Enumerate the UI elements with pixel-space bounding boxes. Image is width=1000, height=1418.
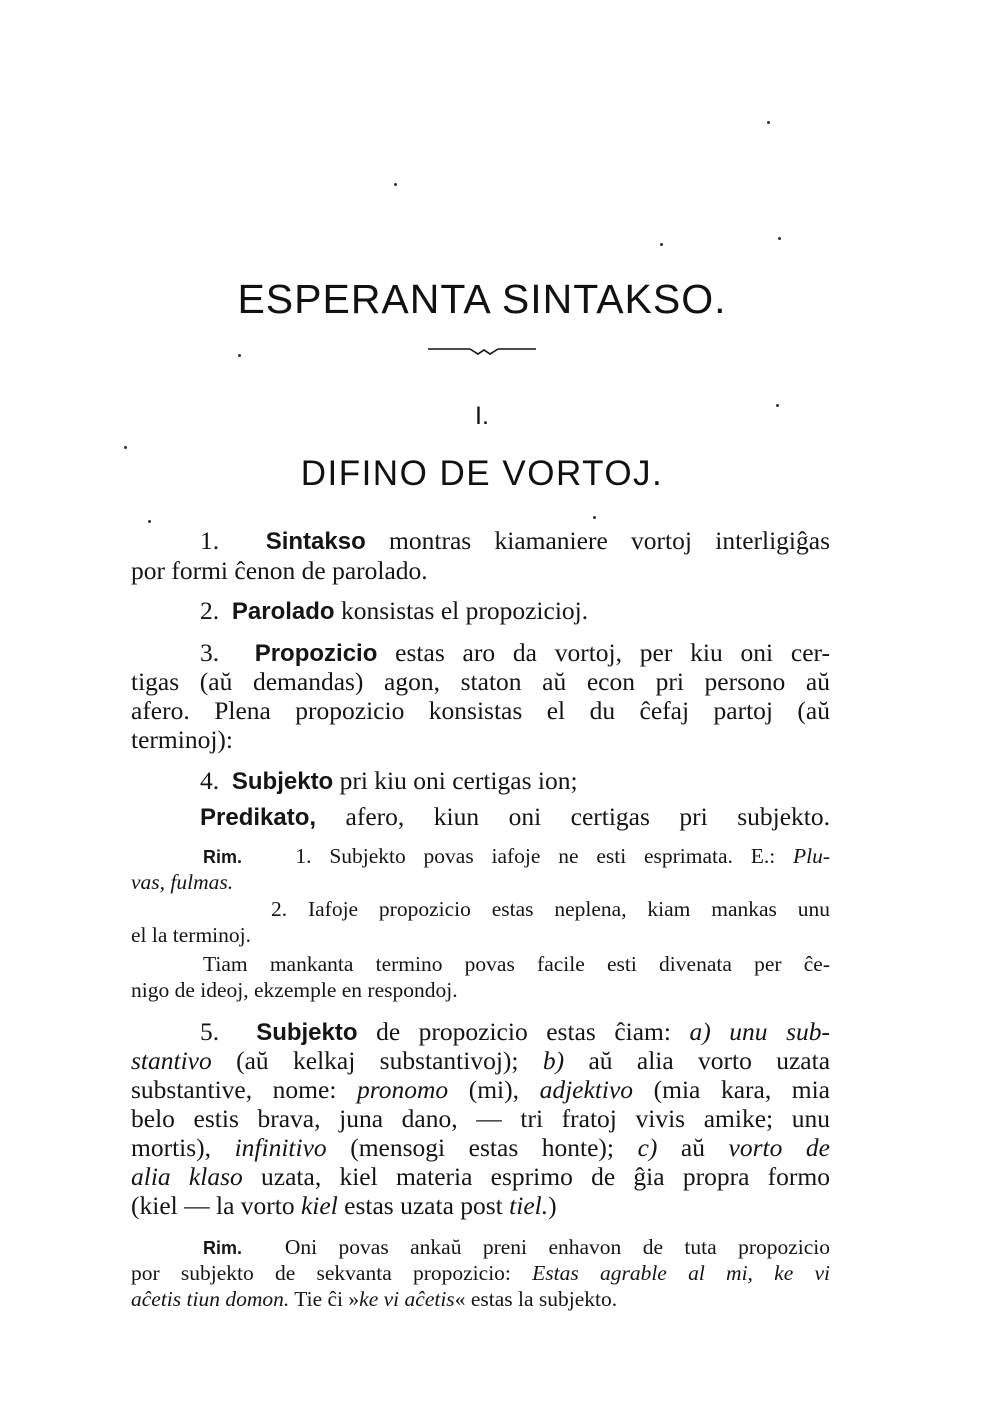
text-run: (mi), <box>468 1075 520 1104</box>
scan-speck <box>776 404 779 407</box>
paragraph-5-line-2 <box>131 1046 830 1075</box>
text-run: Tie ĉi » <box>294 1287 360 1311</box>
paragraph-4-line-1 <box>200 766 830 796</box>
remark-1-line-1 <box>203 843 830 870</box>
text-run: (mia kara, mia <box>653 1075 831 1104</box>
paragraph-number: 1. <box>200 526 220 555</box>
scan-speck <box>767 121 770 124</box>
text-run: uzata, kiel materia esprimo de ĝia propra formo <box>261 1162 830 1191</box>
paragraph-3-line-3: afero. Plena propozicio konsistas el du ĉefaj partoj (aŭ <box>131 696 830 725</box>
remark-1-line-2 <box>131 869 830 895</box>
paragraph-3-line-2: tigas (aŭ demandas) agon, staton aŭ econ pri persono aŭ <box>131 667 830 696</box>
paragraph-number: 5. <box>200 1017 220 1046</box>
text-run: konsistas el propozicioj. <box>340 596 589 625</box>
italic-run: tiel. <box>509 1191 549 1220</box>
text-run: ) <box>548 1191 557 1220</box>
text-run: (kiel — la vorto <box>131 1191 295 1220</box>
remark-label: Rim. <box>203 847 243 867</box>
text-run: montras kiamaniere vortoj interligiĝas <box>389 526 830 555</box>
italic-run: Estas agrable al mi, ke vi <box>532 1261 830 1285</box>
paragraph-5-line-1 <box>200 1017 830 1047</box>
defined-term: Sintakso <box>265 528 366 555</box>
remark-3-line-1 <box>203 1234 830 1261</box>
remark-3-line-2 <box>131 1260 830 1286</box>
example-text: vas, fulmas. <box>131 870 234 894</box>
paragraph-1-line-1 <box>200 526 830 556</box>
paragraph-1-line-2: por formi ĉenon de parolado. <box>131 556 428 585</box>
section-number: I. <box>475 402 489 430</box>
paragraph-3-line-4: terminoj): <box>131 725 233 754</box>
italic-run: vorto de <box>728 1133 830 1162</box>
text-run: aŭ alia vorto uzata <box>588 1046 831 1075</box>
scan-speck <box>778 237 781 240</box>
text-run: Iafoje propozicio estas neplena, kiam mankas unu <box>307 897 830 921</box>
paragraph-number: 4. <box>200 766 220 795</box>
remark-2-line-1 <box>271 896 830 922</box>
italic-run: kiel <box>300 1191 338 1220</box>
italic-run: pronomo <box>357 1075 449 1104</box>
defined-term: Parolado <box>231 598 335 625</box>
defined-term: Subjekto <box>231 768 334 795</box>
italic-run: ke vi aĉetis <box>359 1287 455 1311</box>
remark-3-line-3 <box>131 1286 830 1312</box>
italic-run: infinitivo <box>234 1133 327 1162</box>
paragraph-number: 3. <box>200 638 220 667</box>
scan-speck <box>394 183 397 186</box>
paragraph-5-line-3 <box>131 1075 830 1104</box>
page-title: ESPERANTA SINTAKSO. <box>237 276 727 322</box>
defined-term: Predikato, <box>200 804 317 831</box>
paragraph-4-line-2 <box>200 802 830 832</box>
paragraph-2-line-1 <box>200 596 830 626</box>
text-run: estas uzata post <box>344 1191 503 1220</box>
paragraph-5-line-7 <box>131 1191 830 1220</box>
scan-speck <box>124 446 127 449</box>
remark-number: 2. <box>271 897 288 921</box>
paragraph-5-line-5 <box>131 1133 830 1162</box>
remark-label: Rim. <box>203 1238 243 1258</box>
paragraph-5-line-6 <box>131 1162 830 1191</box>
text-run: por subjekto de sekvanta propozicio: <box>131 1261 511 1285</box>
example-text: Plu- <box>792 844 831 868</box>
scan-speck <box>238 354 241 357</box>
scan-speck <box>593 516 596 519</box>
remark-2-line-4: nigo de ideoj, ekzemple en respondoj. <box>131 978 458 1002</box>
text-run: de propozicio estas ĉiam: <box>376 1017 671 1046</box>
italic-run: b) <box>542 1046 565 1075</box>
remark-2-line-3: Tiam mankanta termino povas facile esti divenata per ĉe- <box>203 952 830 976</box>
italic-run: alia klaso <box>131 1162 243 1191</box>
paragraph-number: 2. <box>200 596 220 625</box>
text-run: substantive, nome: <box>131 1075 337 1104</box>
italic-run: adjektivo <box>539 1075 634 1104</box>
italic-run: stantivo <box>131 1046 212 1075</box>
text-run: mortis), <box>131 1133 212 1162</box>
italic-run: a) unu sub- <box>689 1017 830 1046</box>
text-run: estas aro da vortoj, per kiu oni cer- <box>395 638 831 667</box>
remark-2-line-2: el la terminoj. <box>131 923 252 947</box>
italic-run: aĉetis tiun domon. <box>131 1287 290 1311</box>
remark-number: 1. <box>295 844 312 868</box>
paragraph-5-line-4: belo estis brava, juna dano, — tri fratoj vivis amike; unu <box>131 1104 830 1133</box>
scan-speck <box>148 520 151 523</box>
text-run: Subjekto povas iafoje ne esti esprimata. E.: <box>329 844 776 868</box>
scan-speck <box>660 243 663 246</box>
text-run: Oni povas ankaŭ preni enhavon de tuta propozicio <box>284 1235 831 1259</box>
text-run: (aŭ kelkaj substantivoj); <box>236 1046 519 1075</box>
chapter-title: DIFINO DE VORTOJ. <box>300 454 664 493</box>
paragraph-3-line-1 <box>200 638 830 668</box>
text-run: aŭ <box>680 1133 705 1162</box>
italic-run: c) <box>637 1133 658 1162</box>
defined-term: Propozicio <box>254 640 378 667</box>
text-run: pri kiu oni certigas ion; <box>339 766 578 795</box>
text-run: afero, kiun oni certigas pri subjekto. <box>345 802 830 831</box>
ornament-divider <box>428 344 538 358</box>
defined-term: Subjekto <box>256 1019 358 1046</box>
text-run: (mensogi estas honte); <box>350 1133 615 1162</box>
text-run: « estas la subjekto. <box>454 1287 618 1311</box>
